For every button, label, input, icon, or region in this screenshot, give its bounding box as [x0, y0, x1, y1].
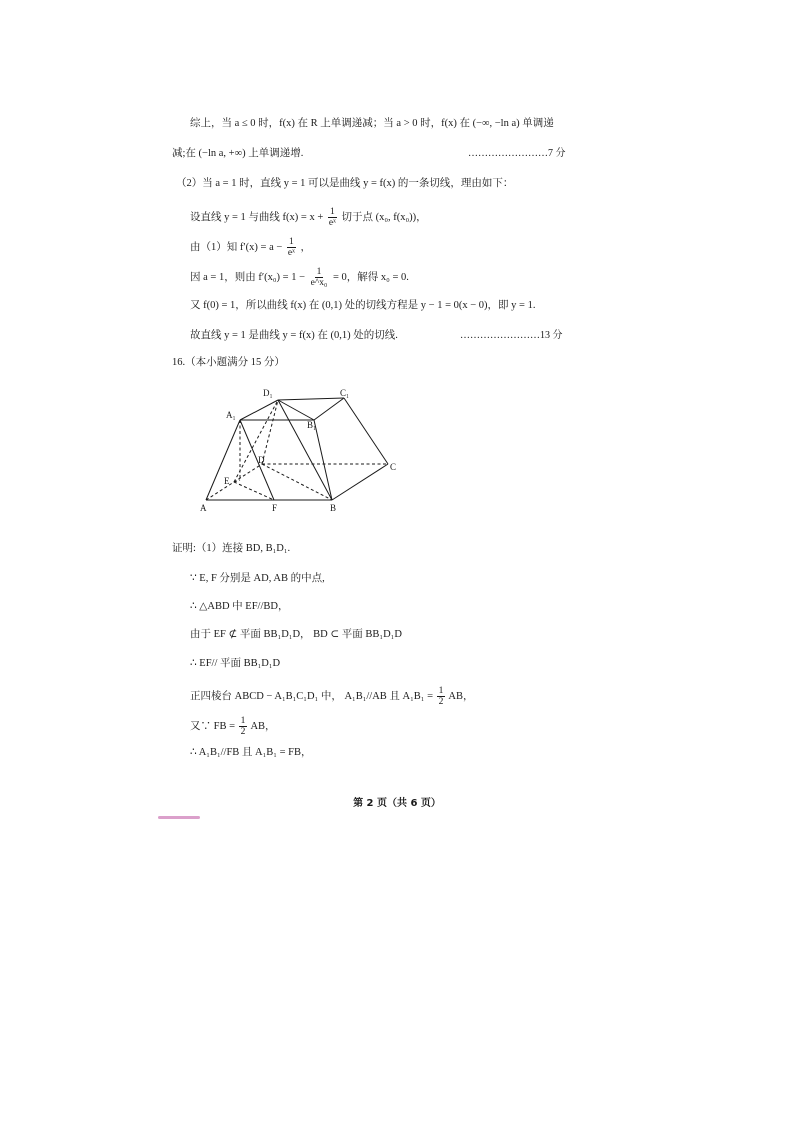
- text-line-conclusion: 故直线 y = 1 是曲线 y = f(x) 在 (0,1) 处的切线.: [190, 330, 398, 341]
- edge-ED1-hidden: [234, 400, 278, 482]
- pen-mark: [158, 816, 200, 819]
- text-line-tangent-equation: 又 f(0) = 1，所以曲线 f(x) 在 (0,1) 处的切线方程是 y − 1 = 0(x − 0)，即 y = 1.: [190, 300, 536, 311]
- text-line-plane-relation: 由于 EF ⊄ 平面 BB₁D₁D， BD ⊂ 平面 BB₁D₁D: [190, 629, 402, 640]
- fraction-numerator: 1: [240, 716, 246, 726]
- score-mark-13: ……………………13 分: [460, 330, 563, 341]
- fraction-numerator: 1: [438, 686, 444, 696]
- text-line-a1b1-equals-fb: ∴ A₁B₁//FB 且 A₁B₁ = FB，: [190, 747, 312, 758]
- fraction: [239, 716, 248, 737]
- text-segment: 切于点 (x₀, f(x₀))，: [341, 211, 427, 223]
- fraction-numerator: 1: [330, 207, 335, 217]
- score-mark-7: ……………………7 分: [468, 148, 566, 159]
- fraction-denominator: 2: [240, 727, 246, 737]
- fraction-denominator: eˣ: [328, 218, 336, 228]
- text-segment: AB，: [250, 720, 276, 732]
- text-line-ef-parallel-bd: ∴ △ABD 中 EF//BD，: [190, 601, 289, 612]
- text-line-solve-x0: [190, 267, 409, 288]
- edge-BC: [332, 464, 388, 500]
- label-C1: C₁: [340, 388, 350, 398]
- text-line-frustum-property: [190, 686, 474, 707]
- edge-BB1: [314, 420, 332, 500]
- text-segment: 又∵ FB =: [190, 720, 236, 732]
- fraction: [437, 686, 446, 707]
- text-line-summary-1: 综上，当 a ≤ 0 时，f(x) 在 R 上单调递减；当 a > 0 时，f(x) 在 (−∞, −ln a) 单调递: [190, 118, 554, 129]
- edge-A1F: [240, 420, 274, 500]
- label-A1: A₁: [226, 410, 236, 420]
- label-D1: D₁: [263, 388, 273, 398]
- edge-B1C1: [314, 398, 344, 420]
- frustum-figure: [192, 380, 422, 520]
- text-line-part2-intro: （2）当 a = 1 时，直线 y = 1 可以是曲线 y = f(x) 的一条切线，理由如下：: [176, 178, 514, 189]
- fraction: [327, 207, 338, 228]
- text-line-tangent-setup: [190, 207, 427, 228]
- text-line-fb-half: [190, 716, 276, 737]
- edge-A1D1: [240, 400, 278, 420]
- label-B1: B₁: [307, 420, 317, 430]
- label-E: E: [224, 476, 230, 486]
- label-B: B: [330, 503, 337, 513]
- edge-DB-hidden: [262, 464, 332, 500]
- edge-D1C1: [278, 398, 344, 400]
- edge-CC1: [344, 398, 388, 464]
- text-line-summary-2: 减;在 (−ln a, +∞) 上单调递增.: [172, 148, 304, 159]
- label-F: F: [272, 503, 278, 513]
- fraction: [286, 237, 297, 258]
- text-segment: 设直线 y = 1 与曲线 f(x) = x +: [190, 211, 324, 223]
- text-segment: ，: [300, 241, 312, 253]
- text-segment: 由（1）知 f′(x) = a −: [190, 241, 283, 253]
- fraction: [309, 267, 330, 288]
- text-segment: 正四棱台 ABCD − A₁B₁C₁D₁ 中， A₁B₁//AB 且 A₁B₁ =: [190, 690, 433, 702]
- fraction-denominator: 2: [438, 697, 444, 707]
- fraction-numerator: 1: [316, 267, 322, 277]
- text-segment: = 0，解得 x₀ = 0.: [333, 271, 409, 283]
- fraction-denominator: eˣ: [287, 248, 295, 258]
- text-line-proof-start: 证明:（1）连接 BD, B₁D₁.: [172, 543, 291, 554]
- fraction-denominator: e^x₀: [310, 278, 328, 288]
- fraction-numerator: 1: [289, 237, 294, 247]
- text-line-midpoints: ∵ E, F 分别是 AD, AB 的中点,: [190, 573, 325, 584]
- text-line-ef-parallel-plane: ∴ EF// 平面 BB₁D₁D: [190, 658, 281, 669]
- label-C: C: [390, 462, 397, 472]
- label-A: A: [200, 503, 207, 513]
- page-footer: 第 2 页（共 6 页）: [353, 798, 441, 809]
- edge-AA1: [206, 420, 240, 500]
- text-line-derivative: [190, 237, 311, 258]
- question-16-heading: 16.（本小题满分 15 分）: [172, 357, 285, 368]
- text-segment: AB，: [448, 690, 474, 702]
- text-segment: 因 a = 1，则由 f′(x₀) = 1 −: [190, 271, 305, 283]
- label-D: D: [258, 455, 265, 465]
